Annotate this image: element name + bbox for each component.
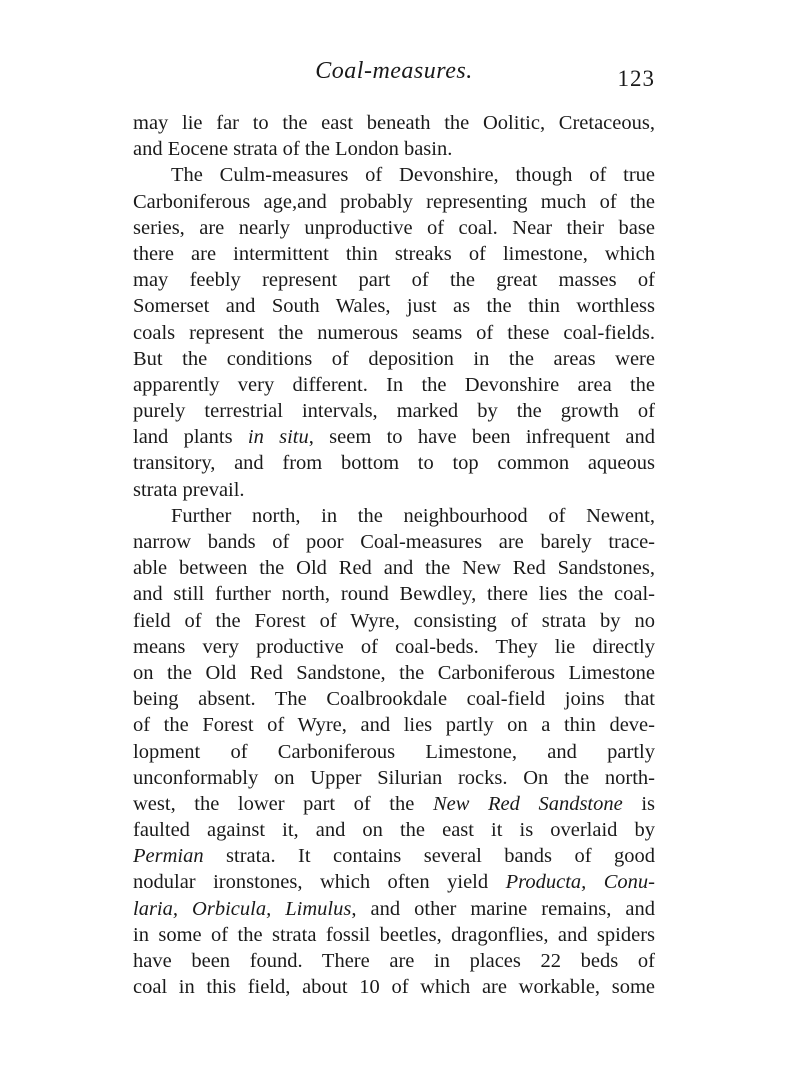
text-line: narrow bands of poor Coal-measures are barely trace- <box>133 531 655 553</box>
text-segment: , and other marine remains, and <box>351 897 655 920</box>
text-line: and Eocene strata of the London basin. <box>133 138 453 161</box>
text-line: able between the Old Red and the New Red Sandstones, <box>133 557 655 580</box>
text-line: of the Forest of Wyre, and lies partly on a thin deve- <box>133 714 655 737</box>
text-line: purely terrestrial intervals, marked by the growth of <box>133 400 655 423</box>
text-segment: is <box>622 792 655 815</box>
text-line: in some of the strata fossil beetles, dragonflies, and spiders <box>133 923 655 946</box>
text-line: faulted against it, and on the east it is overlaid by <box>133 819 655 842</box>
italic-text: in situ <box>247 426 309 449</box>
italic-text: Producta, Conu- <box>505 871 655 894</box>
text-line: lopment of Carboniferous Limestone, and partly <box>133 740 655 763</box>
italic-text: New Red Sandstone <box>432 792 623 815</box>
text-line <box>133 843 655 869</box>
text-segment: nodular ironstones, which often yield <box>133 871 506 894</box>
text-line: Carboniferous age,and probably representing much of the <box>133 190 655 213</box>
text-line: coals represent the numerous seams of these coal-fields. <box>133 321 655 344</box>
text-line <box>133 896 655 922</box>
text-line: Somerset and South Wales, just as the thin worthless <box>133 295 655 318</box>
body-text <box>133 110 655 1000</box>
text-line: coal in this field, about 10 of which are workable, some <box>133 976 655 999</box>
text-line: series, are nearly unproductive of coal. Near their base <box>133 216 655 239</box>
text-line: may lie far to the east beneath the Oolitic, Cretaceous, <box>133 112 655 134</box>
text-line <box>133 869 655 895</box>
text-line: there are intermittent thin streaks of limestone, which <box>133 242 655 265</box>
text-line: have been found. There are in places 22 beds of <box>133 950 655 972</box>
text-line: transitory, and from bottom to top common aqueous <box>133 452 655 475</box>
text-segment: , seem to have been infrequent and <box>308 426 655 449</box>
text-segment: land plants <box>133 426 248 449</box>
text-line: on the Old Red Sandstone, the Carboniferous Limestone <box>133 661 655 684</box>
text-line: apparently very different. In the Devonshire area the <box>133 373 655 396</box>
text-line: and still further north, round Bewdley, there lies the coal- <box>133 583 655 606</box>
page-number: 123 <box>617 66 655 91</box>
text-line: field of the Forest of Wyre, consisting of strata by no <box>133 609 655 632</box>
text-line: being absent. The Coalbrookdale coal-field joins that <box>133 688 655 711</box>
text-line: means very productive of coal-beds. They lie directly <box>133 635 655 658</box>
text-line <box>133 424 655 450</box>
italic-text: Permian <box>133 845 204 868</box>
text-line <box>133 791 655 817</box>
running-head <box>133 58 655 90</box>
text-line: strata prevail. <box>133 478 245 501</box>
text-line: The Culm-measures of Devonshire, though of true <box>171 164 655 187</box>
text-line: may feebly represent part of the great masses of <box>133 269 655 292</box>
italic-text: laria, Orbicula, Limulus <box>133 897 352 920</box>
running-title: Coal-measures. <box>315 58 473 84</box>
text-line: Further north, in the neighbourhood of Newent, <box>171 504 655 527</box>
text-segment: west, the lower part of the <box>133 792 433 815</box>
text-line: But the conditions of deposition in the areas were <box>133 347 655 370</box>
text-segment: strata. It contains several bands of good <box>203 845 655 868</box>
text-line: unconformably on Upper Silurian rocks. On the north- <box>133 766 655 789</box>
